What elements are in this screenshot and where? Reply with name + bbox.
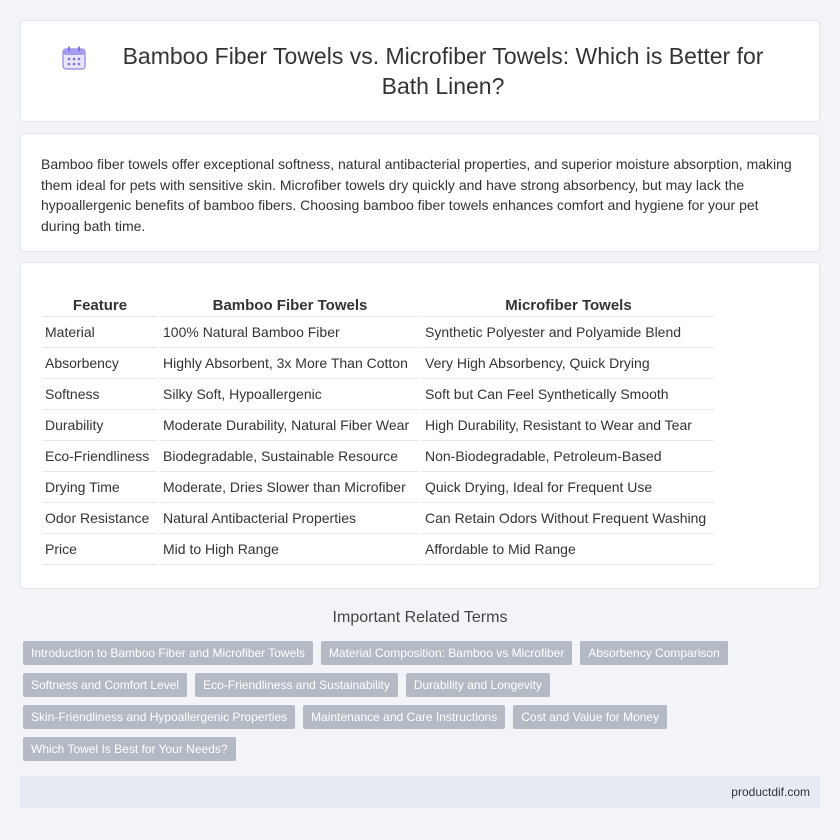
cell-microfiber: Very High Absorbency, Quick Drying [423,348,714,379]
cell-bamboo: Moderate Durability, Natural Fiber Wear [161,410,419,441]
cell-microfiber: Synthetic Polyester and Polyamide Blend [423,317,714,348]
table-row [43,472,714,503]
table-row [43,410,714,441]
footer [20,776,820,808]
cell-bamboo: Natural Antibacterial Properties [161,503,419,534]
cell-microfiber: High Durability, Resistant to Wear and Tear [423,410,714,441]
cell-bamboo: 100% Natural Bamboo Fiber [161,317,419,348]
cell-feature: Softness [43,379,157,410]
table-row [43,534,714,565]
header-feature: Feature [43,293,157,317]
intro-card [20,133,820,252]
cell-microfiber: Non-Biodegradable, Petroleum-Based [423,441,714,472]
related-term-tag[interactable]: Eco-Friendliness and Sustainability [195,673,398,697]
table-row [43,441,714,472]
related-term-tag[interactable]: Cost and Value for Money [513,705,667,729]
cell-feature: Durability [43,410,157,441]
title-wrap [61,41,779,101]
cell-feature: Odor Resistance [43,503,157,534]
cell-feature: Eco-Friendliness [43,441,157,472]
related-term-tag[interactable]: Durability and Longevity [406,673,550,697]
cell-microfiber: Soft but Can Feel Synthetically Smooth [423,379,714,410]
related-term-tag[interactable]: Absorbency Comparison [580,641,727,665]
related-term-tag[interactable]: Skin-Friendliness and Hypoallergenic Properties [23,705,295,729]
cell-feature: Drying Time [43,472,157,503]
related-terms-heading: Important Related Terms [332,609,508,626]
title-card [20,20,820,122]
related-term-tag[interactable]: Introduction to Bamboo Fiber and Microfiber Towels [23,641,313,665]
footer-site-link[interactable]: productdif.com [731,785,810,799]
comparison-card [20,262,820,589]
table-row [43,317,714,348]
cell-bamboo: Silky Soft, Hypoallergenic [161,379,419,410]
cell-microfiber: Affordable to Mid Range [423,534,714,565]
cell-feature: Material [43,317,157,348]
related-term-tag[interactable]: Softness and Comfort Level [23,673,187,697]
header-bamboo: Bamboo Fiber Towels [161,293,419,317]
table-row [43,503,714,534]
cell-feature: Price [43,534,157,565]
header-microfiber: Microfiber Towels [423,293,714,317]
related-terms-list [23,641,823,769]
cell-bamboo: Mid to High Range [161,534,419,565]
comparison-table [39,293,718,565]
calendar-icon [61,45,87,71]
cell-bamboo: Moderate, Dries Slower than Microfiber [161,472,419,503]
cell-bamboo: Highly Absorbent, 3x More Than Cotton [161,348,419,379]
cell-microfiber: Quick Drying, Ideal for Frequent Use [423,472,714,503]
table-row [43,379,714,410]
cell-feature: Absorbency [43,348,157,379]
table-row [43,348,714,379]
intro-text: Bamboo fiber towels offer exceptional softness, natural antibacterial properties, and superior moisture absorption, making them ideal for pets with sensitive skin. Microfiber towels dry quickly and have strong absorbency, but may lack the hypoallergenic benefits of bamboo fibers. Choosing bamboo fiber towels enhances comfort and hygiene for your pet during bath time. [41,156,792,234]
related-term-tag[interactable]: Which Towel Is Best for Your Needs? [23,737,236,761]
table-header-row [43,293,714,317]
cell-bamboo: Biodegradable, Sustainable Resource [161,441,419,472]
related-term-tag[interactable]: Material Composition: Bamboo vs Microfiber [321,641,572,665]
related-term-tag[interactable]: Maintenance and Care Instructions [303,705,505,729]
cell-microfiber: Can Retain Odors Without Frequent Washing [423,503,714,534]
page-title: Bamboo Fiber Towels vs. Microfiber Towels: Which is Better for Bath Linen? [122,43,764,99]
